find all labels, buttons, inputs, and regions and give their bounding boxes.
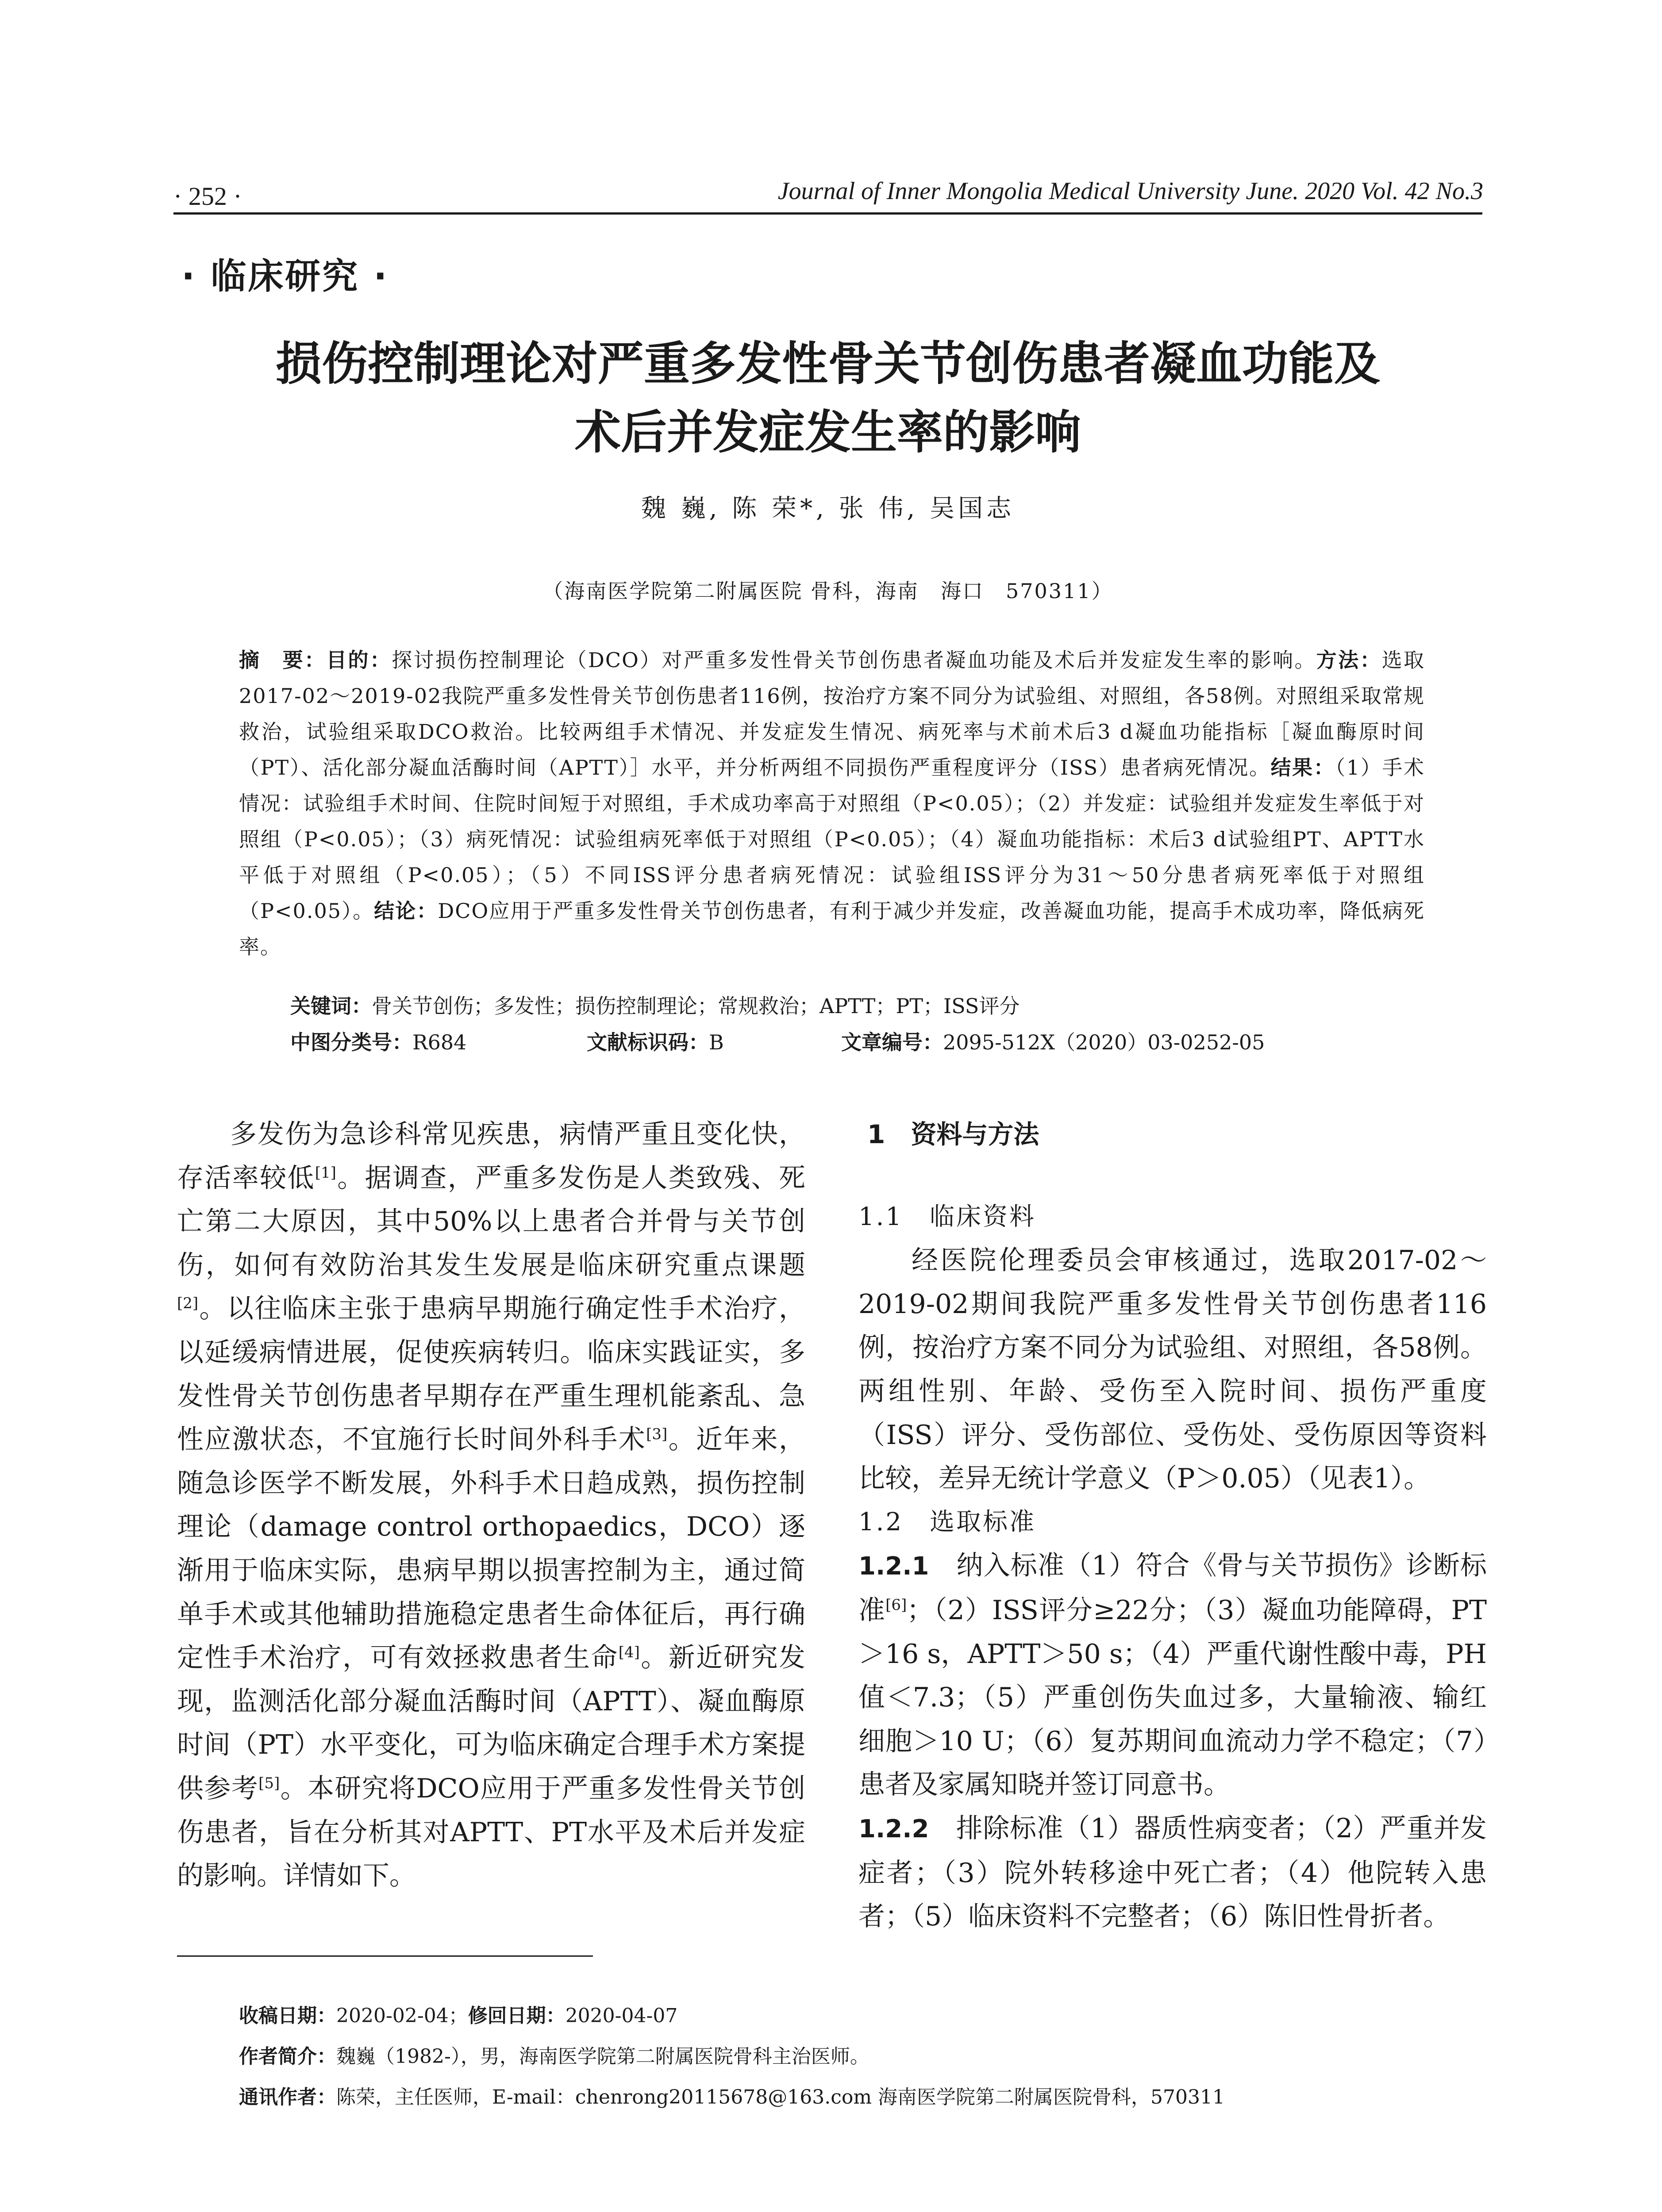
methods-text: 选取2017-02～2019-02我院严重多发性骨关节创伤患者116例，按治疗方案不同分为试验组、对照组，各58例。对照组采取常规救治，试验组采取DCO救治。比较两组手术情况、并发症发生情况、病死率与术前术后3 d凝血功能指标［凝血酶原时间（PT）、活化部分凝血活酶时间（APTT）］水平，并分析两组不同损伤严重程度评分（ISS）患者病死情况。 bbox=[239, 648, 1425, 780]
clc-value: R684 bbox=[412, 1030, 467, 1054]
page-number: · 252 · bbox=[173, 182, 242, 211]
doc-code-item bbox=[587, 1026, 724, 1056]
ref-1: [1] bbox=[315, 1164, 336, 1182]
footnote-rule bbox=[177, 1955, 593, 1957]
received-date: 2020-02-04； bbox=[336, 2005, 468, 2027]
title-line-2: 术后并发症发生率的影响 bbox=[574, 405, 1081, 459]
body-left-column bbox=[177, 1113, 805, 1898]
ref-5: [5] bbox=[258, 1774, 280, 1792]
title-line-1: 损伤控制理论对严重多发性骨关节创伤患者凝血功能及 bbox=[275, 337, 1380, 391]
conclusion-label: 结论： bbox=[374, 899, 438, 923]
intro-paragraph bbox=[177, 1113, 805, 1898]
section-1-2-1-number: 1.2.1 bbox=[858, 1552, 929, 1581]
ref-2: [2] bbox=[177, 1294, 199, 1313]
journal-header: Journal of Inner Mongolia Medical University June. 2020 Vol. 42 No.3 bbox=[777, 177, 1483, 205]
section-1-heading: 1 资料与方法 bbox=[867, 1119, 1039, 1149]
inclusion-criteria-paragraph bbox=[858, 1544, 1487, 1807]
section-1-2-heading: 1.2 选取标准 bbox=[858, 1507, 1036, 1536]
article-number-label: 文章编号： bbox=[841, 1030, 943, 1054]
section-1-2-2-number: 1.2.2 bbox=[858, 1814, 929, 1843]
exclusion-criteria-paragraph bbox=[858, 1807, 1487, 1939]
ref-6: [6] bbox=[885, 1596, 907, 1614]
conclusion-text: DCO应用于严重多发性骨关节创伤患者，有利于减少并发症，改善凝血功能，提高手术成功率，降低病死率。 bbox=[239, 899, 1425, 959]
revised-date: 2020-04-07 bbox=[565, 2005, 678, 2027]
clc-label: 中图分类号： bbox=[290, 1030, 412, 1054]
abstract bbox=[239, 642, 1425, 965]
ref-3: [3] bbox=[646, 1425, 668, 1444]
footnote-corresponding bbox=[239, 2081, 1225, 2109]
author-bio: 魏巍（1982-），男，海南医学院第二附属医院骨科主治医师。 bbox=[336, 2045, 869, 2068]
section-1-1-heading: 1.1 临床资料 bbox=[858, 1202, 1036, 1231]
footnote-author bbox=[239, 2040, 869, 2069]
section-1-1-paragraph: 经医院伦理委员会审核通过，选取2017-02～2019-02期间我院严重多发性骨关节创伤患者116例，按治疗方案不同分为试验组、对照组，各58例。两组性别、年龄、受伤至入院时间、损伤严重度（ISS）评分、受伤部位、受伤处、受伤原因等资料比较，差异无统计学意义（P＞0.05）（见表1）。 bbox=[858, 1245, 1487, 1494]
intro-text-b: 。据调查，严重多发伤是人类致残、死亡第二大原因，其中50%以上患者合并骨与关节创伤，如何有效防治其发生发展是临床研究重点课题 bbox=[177, 1162, 806, 1281]
exclusion-text: 排除标准（1）器质性病变者；（2）严重并发症者；（3）院外转移途中死亡者；（4）他院转入患者；（5）临床资料不完整者；（6）陈旧性骨折者。 bbox=[858, 1813, 1487, 1932]
article-number-value: 2095-512X（2020）03-0252-05 bbox=[943, 1030, 1265, 1054]
received-label: 收稿日期： bbox=[239, 2005, 336, 2027]
header-rule bbox=[173, 212, 1482, 215]
affiliation: （海南医学院第二附属医院 骨科，海南 海口 570311） bbox=[542, 579, 1113, 603]
objective-label: 目的： bbox=[326, 648, 392, 672]
inclusion-text-b: ；（2）ISS评分≥22分；（3）凝血功能障碍，PT＞16 s，APTT＞50 s；（4）严重代谢性酸中毒，PH值＜7.3；（5）严重创伤失血过多，大量输液、输红细胞＞10 U；（6）复苏期间血流动力学不稳定；（7）患者及家属知晓并签订同意书。 bbox=[858, 1594, 1487, 1801]
footnote-dates bbox=[239, 2000, 677, 2028]
corresponding-label: 通讯作者： bbox=[239, 2086, 336, 2108]
abstract-label: 摘 要： bbox=[239, 648, 327, 672]
results-text: （1）手术情况：试验组手术时间、住院时间短于对照组，手术成功率高于对照组（P<0.05）；（2）并发症：试验组并发症发生率低于对照组（P<0.05）；（3）病死情况：试验组病死率低于对照组（P<0.05）；（4）凝血功能指标：术后3 d试验组PT、APTT水平低于对照组（P<0.05）；（5）不同ISS评分患者病死情况：试验组ISS评分为31～50分患者病死率低于对照组（P<0.05）。 bbox=[239, 756, 1425, 923]
methods-label: 方法： bbox=[1316, 648, 1382, 672]
keywords bbox=[290, 990, 1423, 1019]
authors: 魏 巍, 陈 荣*, 张 伟, 吴国志 bbox=[641, 494, 1015, 523]
clc-item bbox=[290, 1026, 466, 1056]
section-label: · 临床研究 · bbox=[181, 256, 389, 297]
body-right-column bbox=[858, 1113, 1487, 1939]
intro-text-d: 。近年来，随急诊医学不断发展，外科手术日趋成熟，损伤控制理论（damage control orthopaedics，DCO）逐渐用于临床实际，患病早期以损害控制为主，通过简单手术或其他辅助措施稳定患者生命体征后，再行确定性手术治疗，可有效拯救患者生命 bbox=[177, 1424, 806, 1674]
ref-4: [4] bbox=[618, 1644, 640, 1662]
revised-label: 修回日期： bbox=[468, 2005, 566, 2027]
doc-code-value: B bbox=[709, 1030, 724, 1054]
keywords-value: 骨关节创伤；多发性；损伤控制理论；常规救治；APTT；PT；ISS评分 bbox=[372, 994, 1020, 1018]
intro-text-c: 。以往临床主张于患病早期施行确定性手术治疗，以延缓病情进展，促使疾病转归。临床实践证实，多发性骨关节创伤患者早期存在严重生理机能紊乱、急性应激状态，不宜施行长时间外科手术 bbox=[177, 1293, 805, 1455]
keywords-label: 关键词： bbox=[290, 994, 372, 1018]
intro-text-f: 。本研究将DCO应用于严重多发性骨关节创伤患者，旨在分析其对APTT、PT水平及术后并发症的影响。详情如下。 bbox=[177, 1773, 806, 1892]
inclusion-text-a: 纳入标准（1）符合《骨与关节损伤》诊断标准 bbox=[858, 1550, 1487, 1626]
author-bio-label: 作者简介： bbox=[239, 2045, 336, 2068]
article-title bbox=[173, 330, 1482, 467]
objective-text: 探讨损伤控制理论（DCO）对严重多发性骨关节创伤患者凝血功能及术后并发症发生率的影响。 bbox=[392, 648, 1316, 672]
intro-text-a: 多发伤为急诊科常见疾患，病情严重且变化快，存活率较低 bbox=[177, 1119, 805, 1194]
intro-text-e: 。新近研究发现，监测活化部分凝血活酶时间（APTT）、凝血酶原时间（PT）水平变化，可为临床确定合理手术方案提供参考 bbox=[177, 1642, 806, 1804]
article-number-item bbox=[841, 1026, 1265, 1056]
doc-code-label: 文献标识码： bbox=[587, 1030, 709, 1054]
results-label: 结果： bbox=[1270, 756, 1335, 780]
corresponding-info: 陈荣，主任医师，E-mail：chenrong20115678@163.com 海南医学院第二附属医院骨科，570311 bbox=[336, 2086, 1225, 2108]
